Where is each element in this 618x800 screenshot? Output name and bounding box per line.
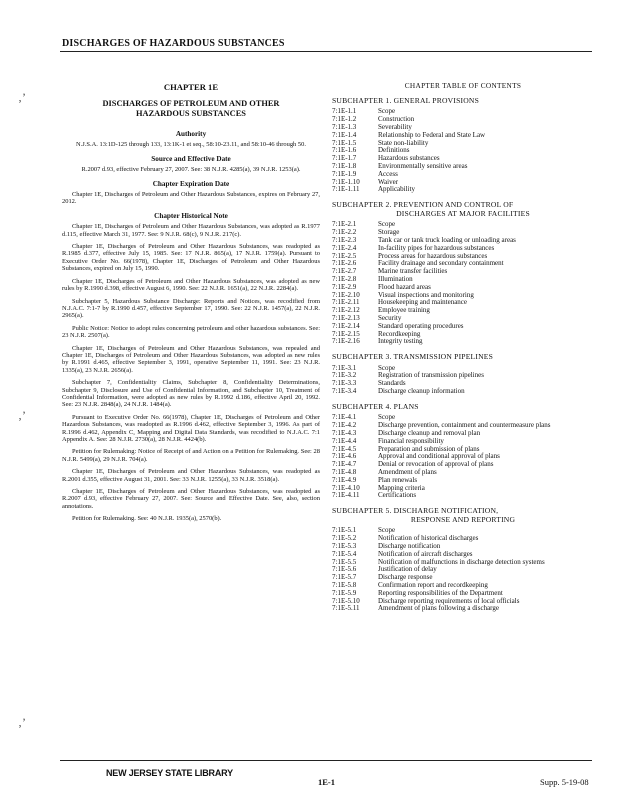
section-number: 7:1E-1.2	[332, 115, 357, 124]
section-number: 7:1E-5.4	[332, 549, 357, 558]
toc-entry	[332, 559, 594, 567]
history-paragraph: Chapter 1E, Discharges of Petroleum and Other Hazardous Substances, was readopted as R.2001 d.355, effective August 31, 2001. See: 33 N.J.R. 1255(a), 33 N.J.R. 3518(a).	[62, 468, 320, 483]
history-heading: Chapter Historical Note	[154, 211, 228, 220]
section-title: Notification of historical discharges	[378, 534, 479, 543]
section-number: 7:1E-4.3	[332, 429, 357, 438]
section-number: 7:1E-4.8	[332, 468, 357, 477]
section-number: 7:1E-4.2	[332, 421, 357, 430]
table-of-contents	[332, 82, 594, 613]
section-title: Storage	[378, 228, 400, 237]
subchapter-heading: SUBCHAPTER 1. GENERAL PROVISIONS	[332, 95, 480, 105]
toc-entry	[332, 485, 594, 493]
section-title: Justification of delay	[378, 565, 437, 574]
section-number: 7:1E-1.6	[332, 146, 357, 155]
history-paragraph: Pursuant to Executive Order No. 66(1978), Chapter 1E, Discharges of Petroleum and Other Hazardous Substances, was readopted as R.1996 d.462, effective September 3, 1996. As part of R.1996 d.462, Appendix C, Mapping and Digital Data Standards, was recodified to N.J.A.C. 7:1 Appendix A. See: 28 N.J.R. 2730(a), 28 N.J.R. 4424(b).	[62, 413, 320, 443]
section-number: 7:1E-4.10	[332, 483, 360, 492]
section-title: Discharge notification	[378, 542, 441, 551]
section-number: 7:1E-2.9	[332, 282, 357, 291]
section-number: 7:1E-2.2	[332, 228, 357, 237]
toc-entry	[332, 163, 594, 171]
section-number: 7:1E-4.5	[332, 444, 357, 453]
section-number: 7:1E-1.9	[332, 169, 357, 178]
punch-mark: ‚’	[18, 408, 26, 422]
authority-text: N.J.S.A. 13:1D-125 through 133, 13:1K-1 et seq., 58:10-23.11, and 58:10-46 through 50.	[76, 141, 306, 149]
section-title: Reporting responsibilities of the Department	[378, 588, 503, 597]
section-number: 7:1E-5.7	[332, 573, 357, 582]
subchapter-heading: SUBCHAPTER 3. TRANSMISSION PIPELINES	[332, 352, 494, 362]
section-number: 7:1E-2.12	[332, 306, 360, 315]
section-title: Scope	[378, 526, 396, 535]
toc-title: CHAPTER TABLE OF CONTENTS	[404, 81, 522, 90]
toc-entry	[332, 372, 594, 380]
section-number: 7:1E-4.9	[332, 475, 357, 484]
section-title: Plan renewals	[378, 475, 418, 484]
section-number: 7:1E-2.1	[332, 220, 357, 229]
section-title: Illumination	[378, 274, 413, 283]
toc-entry	[332, 323, 594, 331]
toc-entry	[332, 108, 594, 116]
section-number: 7:1E-3.3	[332, 379, 357, 388]
header-rule	[60, 51, 592, 52]
section-number: 7:1E-2.3	[332, 235, 357, 244]
library-stamp: NEW JERSEY STATE LIBRARY	[106, 768, 233, 778]
section-number: 7:1E-5.3	[332, 542, 357, 551]
toc-entry	[332, 605, 594, 613]
history-paragraph: Petition for Rulemaking. See: 40 N.J.R. 1935(a), 2570(b).	[72, 515, 222, 523]
section-title: Visual inspections and monitoring	[378, 290, 474, 299]
punch-mark: ‚’	[18, 90, 26, 104]
section-number: 7:1E-1.8	[332, 161, 357, 170]
history-paragraph: Public Notice: Notice to adopt rules concerning petroleum and other hazardous substances. See: 23 N.J.R. 2507(a).	[62, 324, 320, 340]
section-number: 7:1E-5.6	[332, 565, 357, 574]
section-title: Discharge cleanup information	[378, 387, 465, 396]
toc-entry	[332, 116, 594, 124]
section-number: 7:1E-1.11	[332, 185, 360, 194]
section-title: Standards	[378, 379, 406, 388]
chapter-front-matter	[62, 82, 320, 528]
section-title: Discharge reporting requirements of local officials	[378, 596, 520, 605]
section-title: Discharge cleanup and removal plan	[378, 429, 481, 438]
section-number: 7:1E-1.4	[332, 130, 357, 139]
expiration-text: Chapter 1E, Discharges of Petroleum and Other Hazardous Substances, expires on February 27, 2012.	[62, 191, 320, 206]
section-title: Notification of aircraft discharges	[378, 549, 473, 558]
toc-entry	[332, 260, 594, 268]
toc-entry	[332, 171, 594, 179]
subchapter-heading: SUBCHAPTER 5. DISCHARGE NOTIFICATION, RESPONSE AND REPORTING	[332, 506, 516, 524]
section-title: Integrity testing	[378, 337, 423, 346]
chapter-number: CHAPTER 1E	[163, 82, 219, 92]
source-heading: Source and Effective Date	[151, 154, 231, 163]
toc-entry	[332, 307, 594, 315]
section-number: 7:1E-3.4	[332, 387, 357, 396]
section-number: 7:1E-2.14	[332, 321, 360, 330]
toc-entry	[332, 147, 594, 155]
section-number: 7:1E-4.6	[332, 452, 357, 461]
toc-entry	[332, 388, 594, 396]
section-number: 7:1E-2.6	[332, 259, 357, 268]
section-number: 7:1E-2.11	[332, 298, 360, 307]
section-title: Marine transfer facilities	[378, 267, 448, 276]
toc-entry	[332, 268, 594, 276]
toc-entry	[332, 492, 594, 500]
toc-entry	[332, 299, 594, 307]
section-title: Tank car or tank truck loading or unloading areas	[378, 235, 516, 244]
section-title: Flood hazard areas	[378, 282, 431, 291]
section-number: 7:1E-2.7	[332, 267, 357, 276]
historical-notes	[62, 223, 320, 522]
section-title: Severability	[378, 122, 412, 131]
section-number: 7:1E-5.9	[332, 588, 357, 597]
section-number: 7:1E-5.1	[332, 526, 357, 535]
section-title: Discharge response	[378, 573, 433, 582]
section-number: 7:1E-1.7	[332, 154, 357, 163]
subchapter-heading: SUBCHAPTER 2. PREVENTION AND CONTROL OF DISCHARGES AT MAJOR FACILITIES	[332, 200, 530, 218]
section-title: Applicability	[378, 185, 415, 194]
section-title: Financial responsibility	[378, 436, 444, 445]
section-number: 7:1E-3.1	[332, 363, 357, 372]
toc-entry	[332, 338, 594, 346]
section-number: 7:1E-2.15	[332, 329, 360, 338]
toc-entry	[332, 566, 594, 574]
section-number: 7:1E-2.10	[332, 290, 360, 299]
section-title: Registration of transmission pipelines	[378, 371, 484, 380]
section-title: Mapping criteria	[378, 483, 425, 492]
section-number: 7:1E-4.1	[332, 413, 357, 422]
section-number: 7:1E-1.3	[332, 122, 357, 131]
toc-entry	[332, 535, 594, 543]
footer-rule	[60, 760, 592, 761]
section-title: Housekeeping and maintenance	[378, 298, 468, 307]
section-number: 7:1E-1.5	[332, 138, 357, 147]
toc-entry	[332, 276, 594, 284]
section-number: 7:1E-5.5	[332, 557, 357, 566]
history-paragraph: Chapter 1E, Discharges of Petroleum and Other Hazardous Substances, was adopted as R.1977 d.115, effective March 31, 1977. See: 9 N.J.R. 68(c), 9 N.J.R. 217(c).	[62, 223, 320, 238]
section-title: Preparation and submission of plans	[378, 444, 480, 453]
section-title: Amendment of plans following a discharge	[378, 604, 499, 613]
section-title: Recordkeeping	[378, 329, 421, 338]
section-number: 7:1E-5.2	[332, 534, 357, 543]
toc-entry	[332, 430, 594, 438]
section-title: Approval and conditional approval of plans	[378, 452, 500, 461]
section-number: 7:1E-2.5	[332, 251, 357, 260]
section-title: Construction	[378, 115, 415, 124]
section-title: Hazardous substances	[378, 154, 440, 163]
toc-entry	[332, 331, 594, 339]
section-number: 7:1E-5.8	[332, 581, 357, 589]
section-number: 7:1E-3.2	[332, 371, 357, 380]
section-title: Definitions	[378, 146, 410, 155]
toc-entry	[332, 469, 594, 477]
section-number: 7:1E-5.10	[332, 596, 360, 605]
section-title: Scope	[378, 107, 396, 116]
section-title: State non-liability	[378, 138, 429, 147]
section-number: 7:1E-2.16	[332, 337, 360, 346]
punch-mark: ‚’	[18, 715, 26, 729]
toc-subchapters	[332, 97, 594, 613]
toc-entry	[332, 477, 594, 485]
section-title: Waiver	[378, 177, 399, 186]
section-title: Environmentally sensitive areas	[378, 161, 468, 170]
history-paragraph: Chapter 1E, Discharges of Petroleum and Other Hazardous Substances, was adopted as new rules by R.1990 d.398, effective August 6, 1990. See: 22 N.J.R. 1651(a), 22 N.J.R. 2284(a).	[62, 277, 320, 293]
section-number: 7:1E-4.11	[332, 491, 360, 500]
section-number: 7:1E-1.10	[332, 177, 360, 186]
section-title: Amendment of plans	[378, 468, 437, 477]
authority-heading: Authority	[175, 130, 207, 138]
section-title: Discharge prevention, containment and countermeasure plans	[378, 421, 551, 430]
section-number: 7:1E-1.1	[332, 107, 357, 116]
toc-entry	[332, 221, 594, 229]
history-paragraph: Chapter 1E, Discharges of Petroleum and Other Hazardous Substances, was repealed and Chapter 1E, Discharges of Petroleum and Other Hazardous Substances, was adopted as new rules by R.1991 d.465, effective September 3, 1991, operative September 11, 1991. See: 23 N.J.R. 1335(a), 23 N.J.R. 2656(a).	[62, 344, 320, 374]
toc-entry	[332, 179, 594, 187]
supplement-date: Supp. 5-19-08	[540, 777, 589, 787]
history-paragraph: Chapter 1E, Discharges of Petroleum and Other Hazardous Substances, was readopted as R.2007 d.93, effective February 27, 2007. See: Source and Effective Date. See, also, section annotations.	[62, 488, 320, 510]
toc-entry	[332, 186, 594, 194]
section-title: Relationship to Federal and State Law	[378, 130, 486, 139]
section-title: Scope	[378, 363, 396, 372]
section-number: 7:1E-2.13	[332, 313, 360, 322]
section-number: 7:1E-5.11	[332, 604, 360, 613]
subchapter-heading: SUBCHAPTER 4. PLANS	[332, 401, 419, 411]
section-title: Confirmation report and recordkeeping	[378, 581, 488, 589]
chapter-title: DISCHARGES OF PETROLEUM AND OTHER HAZARDOUS SUBSTANCES	[102, 99, 280, 118]
section-number: 7:1E-2.4	[332, 243, 357, 252]
section-title: Security	[378, 313, 402, 322]
page-number: 1E-1	[318, 777, 335, 787]
section-title: In-facility pipes for hazardous substances	[378, 243, 495, 252]
expiration-heading: Chapter Expiration Date	[152, 179, 230, 188]
toc-entry	[332, 140, 594, 148]
section-title: Certifications	[378, 491, 417, 500]
history-paragraph: Subchapter 5, Hazardous Substance Discharge: Reports and Notices, was recodified from N.J.A.C. 7:1-7 by R.1990 d.457, effective September 17, 1990. See: 22 N.J.R. 1457(a), 22 N.J.R. 2965(a).	[62, 297, 320, 320]
section-number: 7:1E-2.8	[332, 274, 357, 283]
section-number: 7:1E-4.4	[332, 436, 357, 445]
section-title: Notification of malfunctions in discharge detection systems	[378, 557, 545, 566]
section-title: Scope	[378, 220, 396, 229]
section-number: 7:1E-4.7	[332, 460, 357, 469]
history-paragraph: Chapter 1E, Discharges of Petroleum and Other Hazardous Substances, was readopted as R.1985 d.377, effective July 15, 1985. See: 17 N.J.R. 865(a), 17 N.J.R. 1759(a). Pursuant to Executive Order No. 66(1978), Chapter 1E, Discharges of Petroleum and Other Hazardous Substances, expired on July 15, 1990.	[62, 243, 320, 273]
toc-entry	[332, 461, 594, 469]
section-title: Employee training	[378, 306, 430, 315]
section-title: Access	[378, 169, 398, 178]
source-text: R.2007 d.93, effective February 27, 2007. See: 38 N.J.R. 4285(a), 39 N.J.R. 1253(a).	[81, 166, 301, 174]
toc-entry	[332, 132, 594, 140]
section-title: Standard operating procedures	[378, 321, 464, 330]
history-paragraph: Petition for Rulemaking: Notice of Receipt of and Action on a Petition for Rulemaking. See: 28 N.J.R. 5499(a), 29 N.J.R. 704(a).	[62, 448, 320, 463]
running-header: DISCHARGES OF HAZARDOUS SUBSTANCES	[62, 38, 285, 49]
history-paragraph: Subchapter 7, Confidentiality Claims, Subchapter 8, Confidentiality Determinations, Subchapter 9, Disclosure and Use of Confidential Information, and Subchapter 10, Treatment of Confidential Information, were adopted as new rules by R.1992 d.186, effective April 20, 1992. See: 23 N.J.R. 2848(a), 24 N.J.R. 1484(a).	[62, 379, 320, 409]
section-title: Process areas for hazardous substances	[378, 251, 488, 260]
section-title: Scope	[378, 413, 396, 422]
section-title: Facility drainage and secondary containment	[378, 259, 504, 268]
section-title: Denial or revocation of approval of plans	[378, 460, 494, 469]
